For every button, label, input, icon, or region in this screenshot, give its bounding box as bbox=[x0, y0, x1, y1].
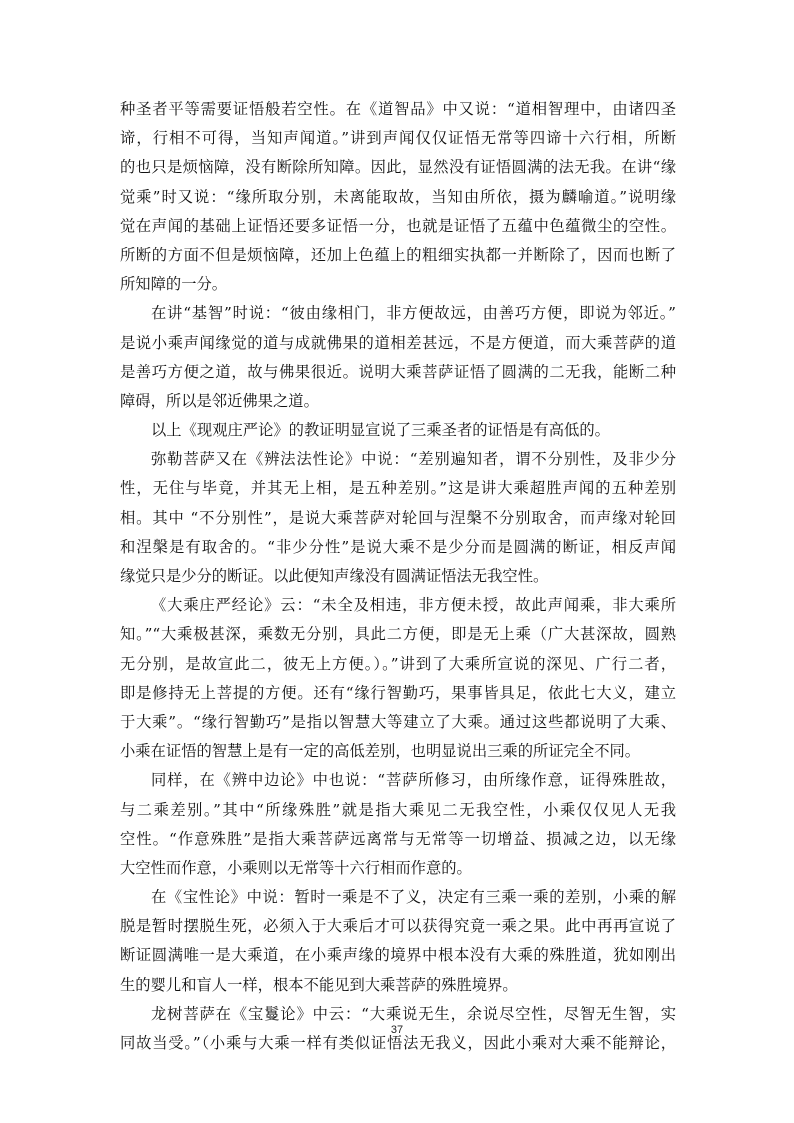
text-line: 性，无住与毕竟，并其无上相，是五种差别。”这是讲大乘超胜声闻的五种差别 bbox=[120, 479, 676, 498]
text-line: 龙树菩萨在《宝鬘论》中云：“大乘说无生，余说尽空性，尽智无生智，实 bbox=[151, 1004, 676, 1023]
text-line: 大空性而作意，小乘则以无常等十六行相而作意的。 bbox=[120, 858, 472, 877]
text-line: 即是修持无上菩提的方便。还有“缘行智勤巧，果事皆具足，依此七大义，建立 bbox=[120, 683, 676, 702]
text-line: 空性。“作意殊胜”是指大乘菩萨远离常与无常等一切增益、损减之边，以无缘 bbox=[120, 829, 676, 848]
text-line: 同故当受。”（小乘与大乘一样有类似证悟法无我义，因此小乘对大乘不能辩论， bbox=[120, 1034, 676, 1052]
text-line: 相。其中 “不分别性”，是说大乘菩萨对轮回与涅槃不分别取舍，而声缘对轮回 bbox=[120, 508, 676, 527]
text-line: 于大乘”。“缘行智勤巧”是指以智慧大等建立了大乘。通过这些都说明了大乘、 bbox=[120, 712, 676, 731]
text-line: 小乘在证悟的智慧上是有一定的高低差别，也明显说出三乘的所证完全不同。 bbox=[120, 742, 641, 761]
text-line: 脱是暂时摆脱生死，必须入于大乘后才可以获得究竟一乘之果。此中再再宣说了 bbox=[120, 917, 676, 936]
text-line: 所断的方面不但是烦恼障，还加上色蕴上的粗细实执都一并断除了，因而也断了 bbox=[120, 245, 676, 264]
text-line: 和涅槃是有取舍的。“非少分性”是说大乘不是少分而是圆满的断证，相反声闻 bbox=[120, 537, 676, 556]
text-line: 在讲“基智”时说：“彼由缘相门，非方便故远，由善巧方便，即说为邻近。” bbox=[151, 304, 676, 323]
text-line: 觉在声闻的基础上证悟还要多证悟一分，也就是证悟了五蕴中色蕴微尘的空性。 bbox=[120, 216, 676, 235]
text-line: 是说小乘声闻缘觉的道与成就佛果的道相差甚远，不是方便道，而大乘菩萨的道 bbox=[120, 333, 676, 352]
text-line: 与二乘差别。”其中“所缘殊胜”就是指大乘见二无我空性，小乘仅仅见人无我 bbox=[120, 800, 676, 819]
text-line: 无分别，是故宣此二，彼无上方便。）。”讲到了大乘所宣说的深见、广行二者， bbox=[120, 654, 676, 673]
text-line: 是善巧方便之道，故与佛果很近。说明大乘菩萨证悟了圆满的二无我，能断二种 bbox=[120, 362, 676, 381]
text-line: 障碍，所以是邻近佛果之道。 bbox=[120, 391, 319, 410]
text-line: 同样，在《辨中边论》中也说：“菩萨所修习，由所缘作意，证得殊胜故， bbox=[151, 771, 676, 790]
page-number: 37 bbox=[390, 1024, 404, 1036]
body-text bbox=[120, 95, 676, 1058]
text-line: 所知障的一分。 bbox=[120, 275, 228, 294]
text-line: 觉乘”时又说：“缘所取分别，未离能取故，当知由所依，摄为麟喻道。”说明缘 bbox=[120, 187, 676, 206]
text-line: 在《宝性论》中说：暂时一乘是不了义，决定有三乘一乘的差别，小乘的解 bbox=[151, 888, 676, 907]
text-line: 弥勒菩萨又在《辨法法性论》中说：“差别遍知者，谓不分别性，及非少分 bbox=[151, 450, 676, 469]
text-line: 知。”“大乘极甚深，乘数无分别，具此二方便，即是无上乘（广大甚深故，圆熟 bbox=[120, 625, 676, 644]
text-line: 缘觉只是少分的断证。以此便知声缘没有圆满证悟法无我空性。 bbox=[120, 567, 549, 585]
text-line: 以上《现观庄严论》的教证明显宣说了三乘圣者的证悟是有高低的。 bbox=[151, 421, 610, 440]
text-line: 种圣者平等需要证悟般若空性。在《道智品》中又说：“道相智理中，由诸四圣 bbox=[120, 100, 676, 118]
text-line: 《大乘庄严经论》云：“未全及相违，非方便未授，故此声闻乘，非大乘所 bbox=[151, 596, 676, 615]
text-line: 谛，行相不可得，当知声闻道。”讲到声闻仅仅证悟无常等四谛十六行相，所断 bbox=[120, 129, 676, 148]
text-line: 生的婴儿和盲人一样，根本不能见到大乘菩萨的殊胜境界。 bbox=[120, 975, 518, 994]
text-line: 的也只是烦恼障，没有断除所知障。因此，显然没有证悟圆满的法无我。在讲“缘 bbox=[120, 158, 676, 177]
text-line: 断证圆满唯一是大乘道，在小乘声缘的境界中根本没有大乘的殊胜道，犹如刚出 bbox=[120, 946, 676, 965]
